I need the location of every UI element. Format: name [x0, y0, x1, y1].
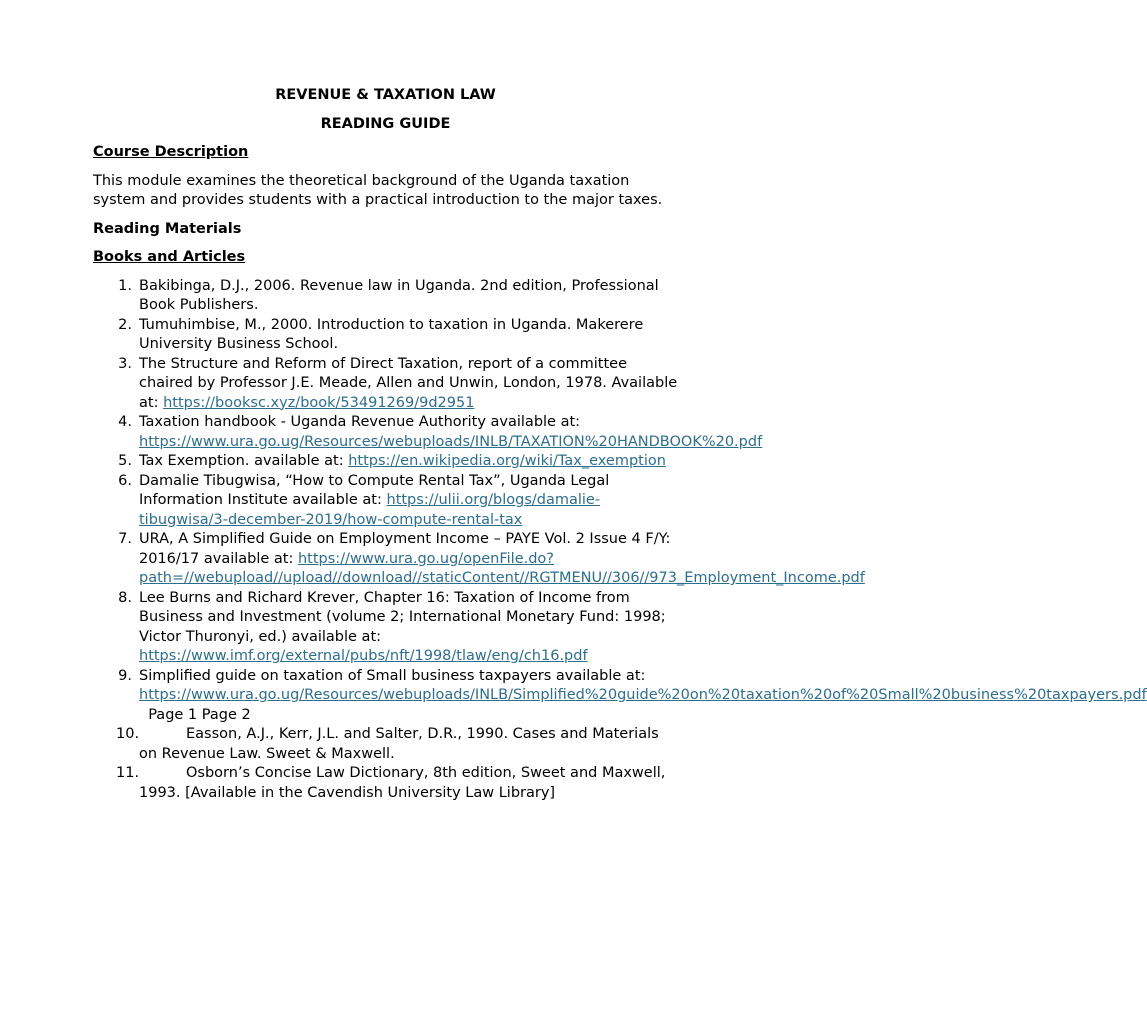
reference-page-note: Page 1 Page 2 — [139, 706, 251, 723]
reference-item — [93, 277, 678, 316]
reference-text: Tax Exemption. available at: — [139, 453, 349, 469]
reference-number: 8. — [118, 589, 132, 606]
reference-link[interactable]: https://www.ura.go.ug/Resources/webuploads/INLB/TAXATION%20HANDBOOK%20.pdf — [139, 433, 763, 450]
reference-text: Simplified guide on taxation of Small business taxpayers available at: — [139, 667, 646, 684]
reference-number: 10. — [116, 726, 140, 742]
reference-text: Lee Burns and Richard Krever, Chapter 16: Taxation of Income from Business and Investment (volume 2; International Monetary Fund: 1998; Victor Thuronyi, ed.) available at: — [139, 589, 666, 645]
reference-item — [93, 725, 678, 764]
reference-item — [93, 764, 678, 803]
reference-link[interactable]: https://www.imf.org/external/pubs/nft/1998/tlaw/eng/ch16.pdf — [139, 648, 588, 664]
reference-link[interactable]: https://ulii.org/blogs/damalie-tibugwisa/3-december-2019/how-compute-rental-tax — [139, 492, 601, 528]
reference-text: Damalie Tibugwisa, “How to Compute Rental Tax”, Uganda Legal Information Institute available at: — [139, 472, 610, 508]
reference-number: 1. — [118, 277, 132, 294]
reference-number: 7. — [118, 531, 132, 547]
reference-item — [93, 667, 1147, 726]
reference-number: 3. — [118, 355, 132, 372]
reference-number: 11. — [116, 765, 140, 781]
reference-link[interactable]: https://www.ura.go.ug/openFile.do?path=//webupload//upload//download//staticContent//RGTMENU//306//973_Employment_Income.pdf — [139, 550, 865, 586]
reference-text: Bakibinga, D.J., 2006. Revenue law in Uganda. 2nd edition, Professional Book Publishers. — [139, 277, 659, 313]
reference-text: Tumuhimbise, M., 2000. Introduction to taxation in Uganda. Makerere University Business School. — [139, 316, 644, 352]
reference-link[interactable]: https://en.wikipedia.org/wiki/Tax_exemption — [348, 453, 666, 469]
books-articles-heading: Books and Articles — [93, 249, 246, 265]
reference-number: 2. — [118, 316, 132, 333]
reference-list — [93, 277, 1147, 804]
document-title: REVENUE & TAXATION LAW — [275, 87, 496, 103]
document-subtitle: READING GUIDE — [320, 115, 451, 132]
reference-item — [93, 589, 678, 667]
reference-item — [93, 413, 763, 452]
reference-text: Osborn’s Concise Law Dictionary, 8th edition, Sweet and Maxwell, 1993. [Available in the Cavendish University Law Library] — [139, 765, 666, 801]
reference-text: Easson, A.J., Kerr, J.L. and Salter, D.R., 1990. Cases and Materials on Revenue Law. Sweet & Maxwell. — [139, 726, 659, 762]
reading-materials-heading: Reading Materials — [93, 220, 242, 237]
reference-number: 4. — [118, 414, 132, 430]
reference-text: URA, A Simplified Guide on Employment Income – PAYE Vol. 2 Issue 4 F/Y: 2016/17 available at: — [139, 531, 671, 567]
reference-link[interactable]: https://booksc.xyz/book/53491269/9d2951 — [163, 394, 475, 411]
reference-item — [93, 355, 678, 414]
document-page — [93, 86, 1147, 803]
reference-number: 9. — [118, 667, 132, 684]
reference-link[interactable]: https://www.ura.go.ug/Resources/webuploads/INLB/Simplified%20guide%20on%20taxation%20of%20Small%20business%20taxpayers.pdf — [139, 687, 1147, 703]
reference-item — [93, 472, 678, 531]
reference-item — [93, 316, 678, 355]
reference-number: 5. — [118, 453, 132, 469]
reference-item — [93, 452, 678, 472]
reference-item — [93, 530, 865, 589]
course-description-heading: Course Description — [93, 144, 249, 160]
reference-text: The Structure and Reform of Direct Taxation, report of a committee chaired by Professor J.E. Meade, Allen and Unwin, London, 1978. Available at: — [139, 355, 678, 411]
reference-text: Taxation handbook - Uganda Revenue Authority available at: — [139, 414, 581, 430]
reference-number: 6. — [118, 472, 132, 489]
course-description-text: This module examines the theoretical background of the Uganda taxation system and provides students with a practical introduction to the major taxes. — [93, 172, 663, 208]
